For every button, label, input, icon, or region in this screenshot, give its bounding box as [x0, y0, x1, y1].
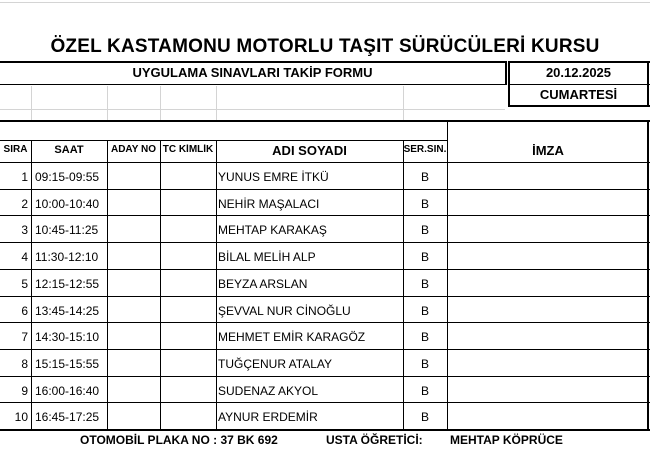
- row-time-slot: 13:45-14:25: [35, 304, 100, 318]
- row-license-class: B: [420, 170, 429, 184]
- row-time-slot: 16:45-17:25: [35, 410, 100, 424]
- col-tc-kimlik-header: TC KİMLİK: [162, 144, 214, 155]
- row-time-slot: 12:15-12:55: [35, 277, 100, 291]
- row-candidate-name: BEYZA ARSLAN: [218, 277, 308, 291]
- row-time-slot: 14:30-15:10: [35, 330, 100, 344]
- row-number: 2: [21, 197, 28, 211]
- row-time-slot: 09:15-09:55: [35, 170, 100, 184]
- exam-day: CUMARTESİ: [539, 87, 618, 102]
- row-candidate-name: SUDENAZ AKYOL: [218, 384, 319, 398]
- row-license-class: B: [420, 410, 429, 424]
- row-candidate-name: TUĞÇENUR ATALAY: [218, 357, 333, 371]
- col-imza-header: İMZA: [532, 143, 564, 158]
- page-title: ÖZEL KASTAMONU MOTORLU TAŞIT SÜRÜCÜLERİ KURSU: [50, 36, 600, 57]
- col-aday-no-header: ADAY NO: [110, 144, 156, 155]
- instructor-label: USTA ÖĞRETİCİ:: [326, 433, 423, 447]
- exam-date: 20.12.2025: [545, 65, 612, 80]
- row-candidate-name: BİLAL MELİH ALP: [218, 250, 316, 264]
- row-license-class: B: [420, 223, 429, 237]
- row-number: 3: [21, 223, 28, 237]
- row-time-slot: 11:30-12:10: [35, 250, 99, 264]
- row-number: 1: [21, 170, 28, 184]
- row-candidate-name: MEHMET EMİR KARAGÖZ: [218, 330, 366, 344]
- row-license-class: B: [420, 384, 429, 398]
- col-sira-header: SIRA: [3, 144, 28, 155]
- form-subtitle: UYGULAMA SINAVLARI TAKİP FORMU: [132, 65, 373, 80]
- row-license-class: B: [420, 197, 429, 211]
- row-time-slot: 10:00-10:40: [35, 197, 100, 211]
- row-candidate-name: NEHİR MAŞALACI: [218, 197, 320, 211]
- col-ser-sin-header: SER.SIN.: [403, 144, 447, 155]
- row-candidate-name: ŞEVVAL NUR CİNOĞLU: [218, 304, 351, 318]
- instructor-name: MEHTAP KÖPRÜCE: [450, 433, 563, 447]
- row-number: 5: [21, 277, 28, 291]
- row-number: 9: [21, 384, 28, 398]
- row-candidate-name: MEHTAP KARAKAŞ: [218, 223, 327, 237]
- row-number: 8: [21, 357, 28, 371]
- col-saat-header: SAAT: [54, 144, 84, 156]
- row-number: 7: [21, 330, 28, 344]
- row-time-slot: 16:00-16:40: [35, 384, 100, 398]
- row-license-class: B: [420, 277, 429, 291]
- footer-info: [0, 431, 650, 449]
- row-number: 10: [14, 410, 28, 424]
- row-time-slot: 15:15-15:55: [35, 357, 100, 371]
- row-time-slot: 10:45-11:25: [35, 223, 99, 237]
- row-license-class: B: [420, 330, 429, 344]
- col-adi-soyadi-header: ADI SOYADI: [272, 143, 347, 158]
- row-candidate-name: AYNUR ERDEMİR: [218, 410, 318, 424]
- row-license-class: B: [420, 304, 429, 318]
- row-number: 6: [21, 304, 28, 318]
- row-number: 4: [21, 250, 28, 264]
- vehicle-plate: OTOMOBİL PLAKA NO : 37 BK 692: [80, 433, 278, 447]
- row-candidate-name: YUNUS EMRE İTKÜ: [218, 170, 329, 184]
- row-license-class: B: [420, 250, 429, 264]
- row-license-class: B: [420, 357, 429, 371]
